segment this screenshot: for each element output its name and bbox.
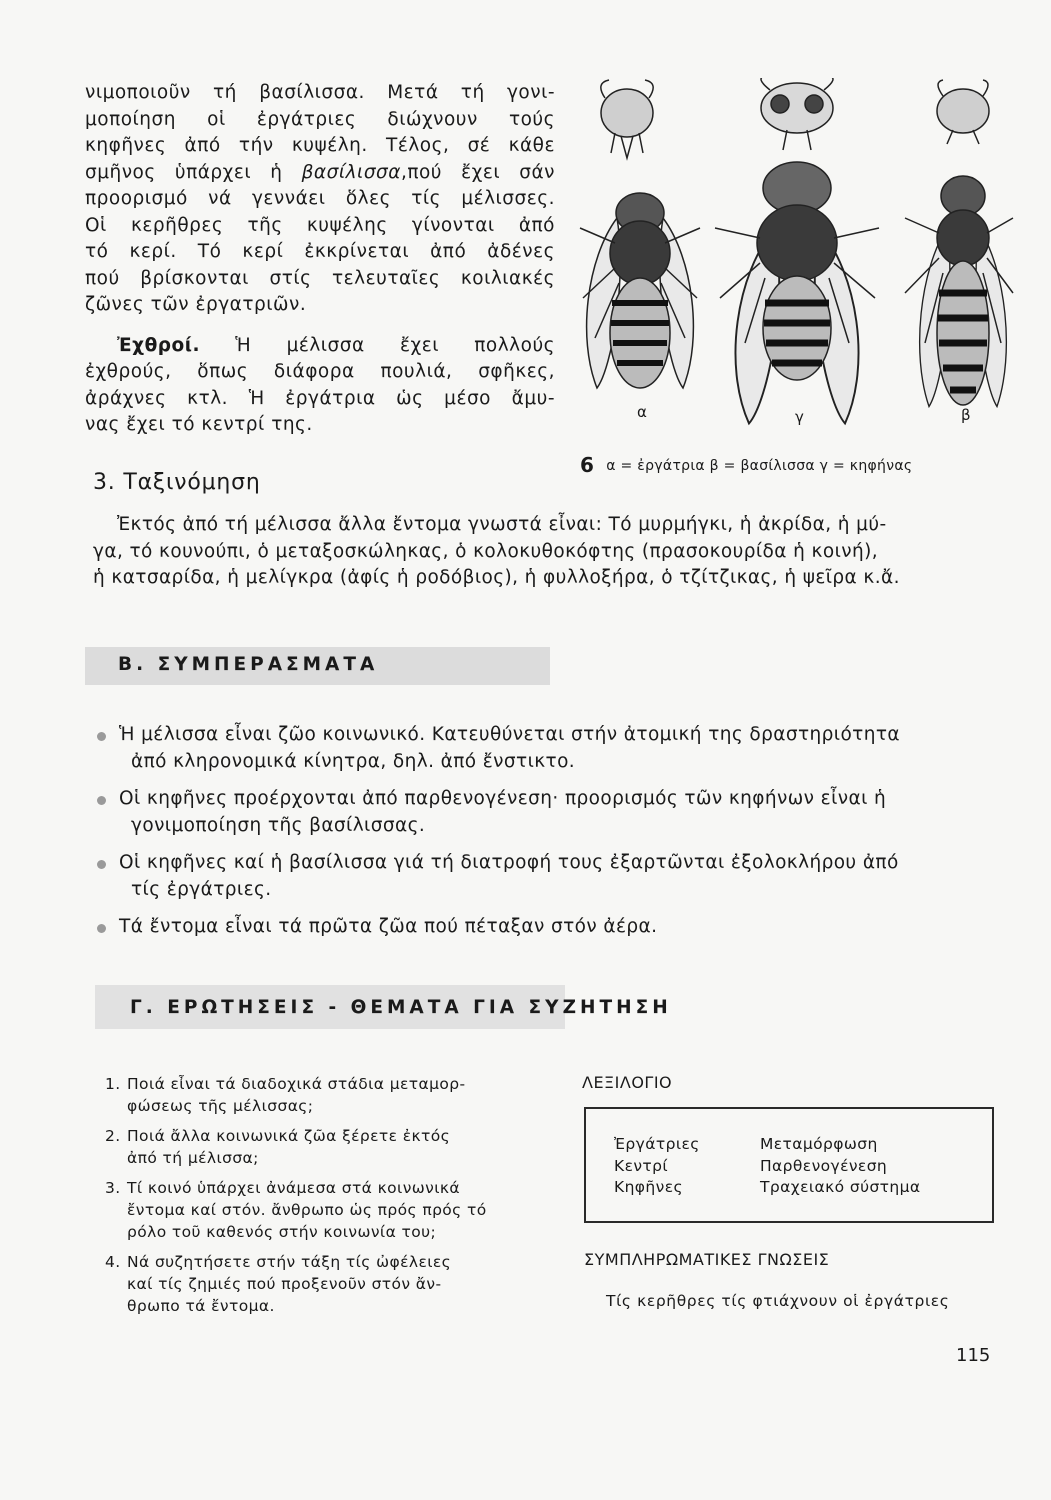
conclusions-list [95,722,1000,952]
worker-head [601,80,653,158]
bee-figure [575,78,1015,488]
list-item: Τά ἔντομα εἶναι τά πρῶτα ζῶα πού πέταξαν στόν ἀέρα. [95,914,1000,941]
figure-caption [580,453,1020,477]
intro-line: Οἱ κερῆθρες τῆς κυψέλης γίνονται ἀπό [85,214,555,236]
taxonomy-paragraph [93,512,998,592]
intro-line: προορισμό νά γεννάει ὅλες τίς μέλισσες. [85,188,555,209]
question-item: 2. Ποιά ἄλλα κοινωνικά ζῶα ξέρετε ἐκτός ἀπό τή μέλισσα; [105,1127,451,1167]
intro-line: ζῶνες τῶν ἐργατριῶν. [85,294,307,315]
list-item: Οἱ κηφῆνες προέρχονται ἀπό παρθενογένεση· προορισμός τῶν κηφήνων εἶναι ἡ γονιμοποίηση τῆς βασίλισσας. [95,786,1000,839]
intro-line: σμῆνος ὑπάρχει ἡ βασίλισσα,πού ἔχει σάν [85,161,555,183]
queen-term: βασίλισσα [301,161,401,183]
queen-bee [905,176,1013,407]
intro-line: πού βρίσκονται στίς τελευταῖες κοιλιακές [85,267,555,289]
questions-heading: Γ. ΕΡΩΤΗΣΕΙΣ - ΘΕΜΑΤΑ ΓΙΑ ΣΥΖΗΤΗΣΗ [130,997,672,1018]
lexicon-column-2 [760,1134,921,1199]
bullet-icon [97,924,106,933]
taxonomy-line: γα, τό κουνούπι, ὁ μεταξοσκώληκας, ὁ κολοκυθοκόφτης (πρασοκουρίδα ἡ κοινή), [93,540,878,562]
lexicon-term: Ἐργάτριες [614,1135,700,1153]
list-item: Ἡ μέλισσα εἶναι ζῶο κοινωνικό. Κατευθύνεται στήν ἀτομική της δραστηριότητα ἀπό κληρονομικά κίνητρα, δηλ. ἀπό ἔνστικτο. [95,722,1000,775]
question-item: 1. Ποιά εἶναι τά διαδοχικά στάδια μεταμορ- φώσεως τῆς μέλισσας; [105,1075,466,1115]
lexicon-term: Κηφῆνες [614,1178,683,1196]
enemies-line: νας ἔχει τό κεντρί της. [85,414,313,435]
supplementary-text: Τίς κερῆθρες τίς φτιάχνουν οἱ ἐργάτριες [606,1292,950,1310]
bullet-icon [97,796,106,805]
drone-head [761,78,833,150]
intro-line: τό κερί. Τό κερί ἐκκρίνεται ἀπό ἀδένες [85,241,555,262]
lexicon-column-1 [614,1134,700,1199]
drone-bee [715,162,879,424]
label-drone: γ [795,408,804,426]
supplementary-title: ΣΥΜΠΛΗΡΩΜΑΤΙΚΕΣ ΓΝΩΣΕΙΣ [584,1250,830,1269]
enemies-label: Ἐχθροί. [117,334,200,356]
conclusions-heading: Β. ΣΥΜΠΕΡΑΣΜΑΤΑ [118,654,379,675]
lexicon-term: Μεταμόρφωση [760,1135,878,1153]
taxonomy-line: Ἐκτός ἀπό τή μέλισσα ἄλλα ἔντομα γνωστά εἶναι: Τό μυρμήγκι, ἡ ἀκρίδα, ἡ μύ- [117,514,887,535]
label-worker: α [637,403,647,421]
taxonomy-title: 3. Ταξινόμηση [93,470,261,495]
bullet-icon [97,732,106,741]
lexicon-title: ΛΕΞΙΛΟΓΙΟ [582,1073,673,1092]
enemies-line: ἀράχνες κτλ. Ἡ ἐργάτρια ὡς μέσο ἄμυ- [85,387,555,409]
question-item: 4. Νά συζητήσετε στήν τάξη τίς ὠφέλειες καί τίς ζημιές πού προξενοῦν στόν ἄν- θρωπο τά ἔντομα. [105,1253,452,1315]
intro-line: κηφῆνες ἀπό τήν κυψέλη. Τέλος, σέ κάθε [85,135,555,156]
label-queen: β [961,406,971,424]
caption-text: α = ἐργάτρια β = βασίλισσα γ = κηφήνας [606,458,913,474]
queen-head [937,80,989,144]
question-item: 3. Τί κοινό ὑπάρχει ἀνάμεσα στά κοινωνικά ἔντομα καί στόν. ἄνθρωπο ὡς πρός πρός τό ρόλο τοῦ καθενός στήν κοινωνία του; [105,1179,487,1241]
intro-line: νιμοποιοῦν τή βασίλισσα. Μετά τή γονι- [85,82,555,103]
figure-number: 6 [580,453,595,477]
bullet-icon [97,860,106,869]
bee-illustration [575,78,1015,488]
worker-bee [580,193,700,388]
questions-list [105,1073,550,1325]
lexicon-term: Παρθενογένεση [760,1156,888,1175]
lexicon-box [584,1107,994,1223]
intro-line: μοποίηση οἱ ἐργάτριες διώχνουν τούς [85,108,555,130]
page-number: 115 [956,1345,991,1366]
lexicon-term: Κεντρί [614,1156,669,1175]
list-item: Οἱ κηφῆνες καί ἡ βασίλισσα γιά τή διατροφή τους ἐξαρτῶνται ἐξολοκλήρου ἀπό τίς ἐργάτριες. [95,850,1000,903]
enemies-line: Ἐχθροί. Ἡ μέλισσα ἔχει πολλούς [117,334,555,356]
lexicon-term: Τραχειακό σύστημα [760,1178,921,1196]
intro-paragraph [85,80,555,439]
enemies-line: ἐχθρούς, ὅπως διάφορα πουλιά, σφῆκες, [85,361,555,382]
taxonomy-line: ἡ κατσαρίδα, ἡ μελίγκρα (ἀφίς ἡ ροδόβιος), ἡ φυλλοξήρα, ὁ τζίτζικας, ἡ ψεῖρα κ.ἄ. [93,567,900,588]
